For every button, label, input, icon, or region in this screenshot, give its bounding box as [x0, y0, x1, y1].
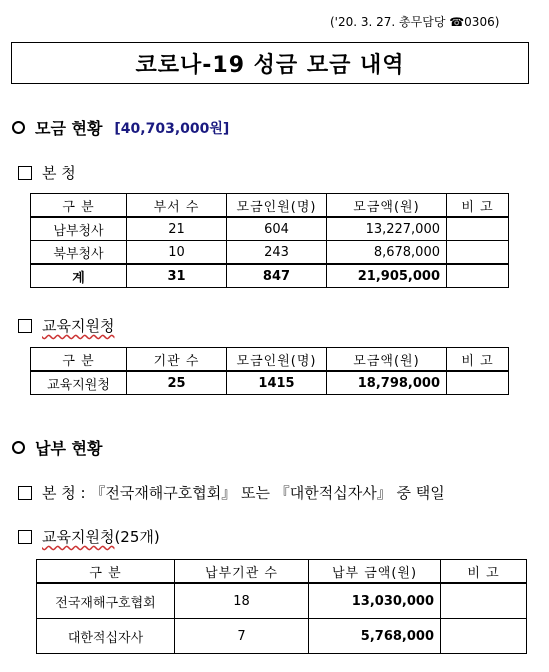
row-people: 243: [227, 241, 327, 265]
circle-bullet-icon: [12, 121, 25, 134]
table-header-row: [31, 348, 509, 372]
total-people: 847: [227, 264, 327, 288]
row-name: 북부청사: [31, 241, 127, 265]
column-header: 구 분: [37, 560, 175, 584]
row-count: 25: [127, 371, 227, 395]
row-note: [441, 619, 527, 654]
square-bullet-icon: [18, 166, 32, 180]
column-header: 모금인원(명): [227, 194, 327, 218]
square-bullet-icon: [18, 530, 32, 544]
square-bullet-icon: [18, 319, 32, 333]
row-note: [441, 583, 527, 619]
row-count: 10: [127, 241, 227, 265]
row-amount: 8,678,000: [327, 241, 447, 265]
row-name: 전국재해구호협회: [37, 583, 175, 619]
payment-main-office-text: 본 청 : 『전국재해구호협회』 또는 『대한적십자사』 중 택일: [42, 484, 445, 502]
row-count: 21: [127, 217, 227, 241]
payment-table: [36, 559, 527, 654]
total-name: 계: [31, 264, 127, 288]
total-amount: 21,905,000: [327, 264, 447, 288]
row-name: 대한적십자사: [37, 619, 175, 654]
column-header: 모금액(원): [327, 194, 447, 218]
column-header: 비 고: [441, 560, 527, 584]
payment-education-suffix: (25개): [114, 528, 160, 546]
education-subheading: [18, 315, 114, 336]
payment-heading-text: 납부 현황: [35, 439, 103, 458]
column-header: 납부기관 수: [175, 560, 309, 584]
education-table: [30, 347, 509, 395]
row-amount: 13,030,000: [309, 583, 441, 619]
table-row: [37, 619, 527, 654]
column-header: 비 고: [447, 194, 509, 218]
column-header: 비 고: [447, 348, 509, 372]
total-note: [447, 264, 509, 288]
row-count: 7: [175, 619, 309, 654]
row-name: 교육지원청: [31, 371, 127, 395]
main-office-label: 본 청: [42, 164, 76, 182]
column-header: 모금액(원): [327, 348, 447, 372]
table-row: [31, 217, 509, 241]
column-header: 구 분: [31, 348, 127, 372]
column-header: 모금인원(명): [227, 348, 327, 372]
row-note: [447, 371, 509, 395]
table-header-row: [31, 194, 509, 218]
education-label: 교육지원청: [42, 317, 115, 335]
row-count: 18: [175, 583, 309, 619]
table-row: [37, 583, 527, 619]
main-office-table: [30, 193, 509, 288]
row-note: [447, 241, 509, 265]
fundraising-heading-text: 모금 현황: [35, 119, 103, 138]
table-row: [31, 241, 509, 265]
row-name: 남부청사: [31, 217, 127, 241]
row-note: [447, 217, 509, 241]
total-count: 31: [127, 264, 227, 288]
fundraising-heading: [12, 116, 229, 139]
row-amount: 13,227,000: [327, 217, 447, 241]
row-people: 1415: [227, 371, 327, 395]
row-people: 604: [227, 217, 327, 241]
payment-main-office-note: [18, 482, 445, 503]
square-bullet-icon: [18, 486, 32, 500]
header-note: ('20. 3. 27. 총무담당 ☎0306): [330, 15, 500, 29]
payment-heading: [12, 436, 102, 459]
document-title: 코로나-19 성금 모금 내역: [11, 42, 529, 84]
column-header: 부서 수: [127, 194, 227, 218]
table-row: [31, 371, 509, 395]
column-header: 기관 수: [127, 348, 227, 372]
column-header: 구 분: [31, 194, 127, 218]
total-row: [31, 264, 509, 288]
column-header: 납부 금액(원): [309, 560, 441, 584]
table-header-row: [37, 560, 527, 584]
row-amount: 18,798,000: [327, 371, 447, 395]
payment-education-label: 교육지원청: [42, 528, 115, 546]
payment-education-subheading: [18, 526, 160, 547]
fundraising-total: [40,703,000원]: [114, 120, 230, 137]
main-office-subheading: [18, 162, 76, 183]
circle-bullet-icon: [12, 441, 25, 454]
row-amount: 5,768,000: [309, 619, 441, 654]
